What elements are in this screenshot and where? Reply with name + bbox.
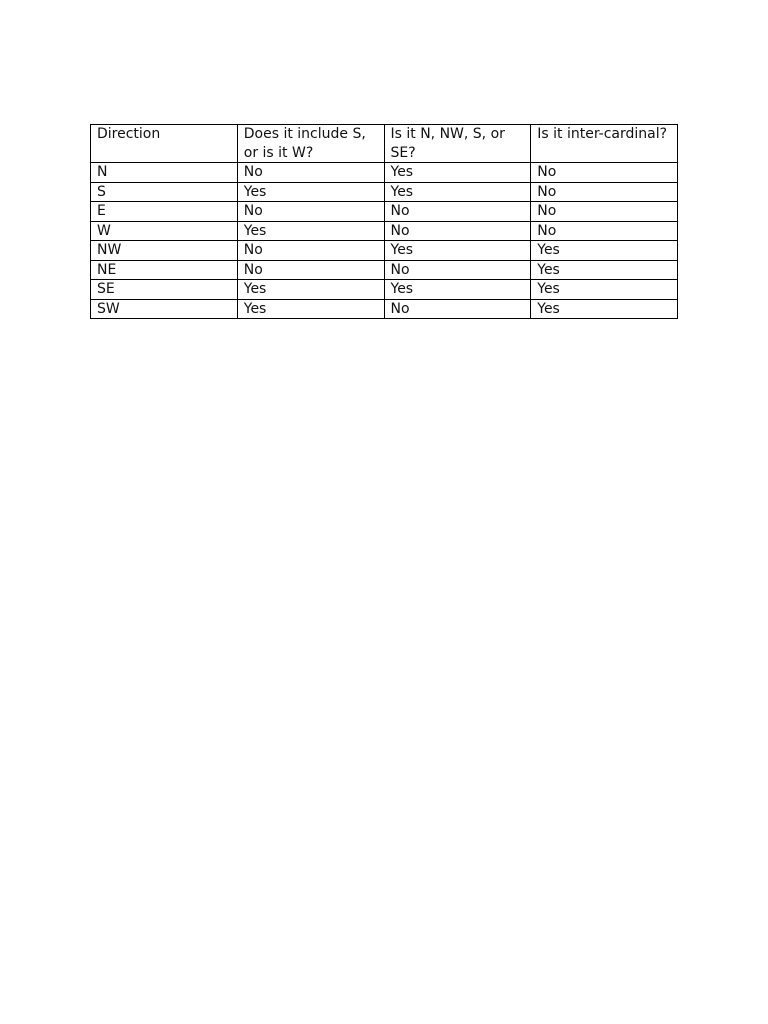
header-includes-s-or-w: Does it include S, or is it W? [237,125,384,163]
cell-is-n-nw-s-se: Yes [384,163,531,183]
cell-direction: N [91,163,238,183]
cell-direction: SE [91,280,238,300]
cell-direction: W [91,221,238,241]
cell-direction: SW [91,299,238,319]
table-row [91,241,678,261]
cell-is-n-nw-s-se: Yes [384,182,531,202]
cell-direction: NW [91,241,238,261]
cell-is-intercardinal: Yes [531,280,678,300]
cell-is-n-nw-s-se: Yes [384,280,531,300]
cell-includes-s-or-w: No [237,202,384,222]
table-row [91,202,678,222]
cell-is-intercardinal: Yes [531,299,678,319]
cell-is-intercardinal: No [531,163,678,183]
cell-includes-s-or-w: Yes [237,182,384,202]
cell-is-n-nw-s-se: Yes [384,241,531,261]
cell-direction: E [91,202,238,222]
direction-table [90,124,678,319]
table-row [91,182,678,202]
cell-is-intercardinal: No [531,202,678,222]
cell-direction: S [91,182,238,202]
cell-is-n-nw-s-se: No [384,299,531,319]
cell-is-intercardinal: Yes [531,241,678,261]
cell-includes-s-or-w: No [237,260,384,280]
cell-includes-s-or-w: No [237,241,384,261]
cell-is-intercardinal: No [531,182,678,202]
header-is-n-nw-s-se: Is it N, NW, S, or SE? [384,125,531,163]
cell-is-n-nw-s-se: No [384,260,531,280]
cell-is-intercardinal: Yes [531,260,678,280]
table-row [91,260,678,280]
cell-direction: NE [91,260,238,280]
cell-includes-s-or-w: Yes [237,280,384,300]
cell-includes-s-or-w: Yes [237,221,384,241]
table-row [91,280,678,300]
cell-is-n-nw-s-se: No [384,221,531,241]
cell-includes-s-or-w: Yes [237,299,384,319]
cell-includes-s-or-w: No [237,163,384,183]
table-header-row [91,125,678,163]
table-row [91,163,678,183]
header-is-intercardinal: Is it inter-cardinal? [531,125,678,163]
table-row [91,221,678,241]
table-row [91,299,678,319]
cell-is-n-nw-s-se: No [384,202,531,222]
cell-is-intercardinal: No [531,221,678,241]
header-direction: Direction [91,125,238,163]
